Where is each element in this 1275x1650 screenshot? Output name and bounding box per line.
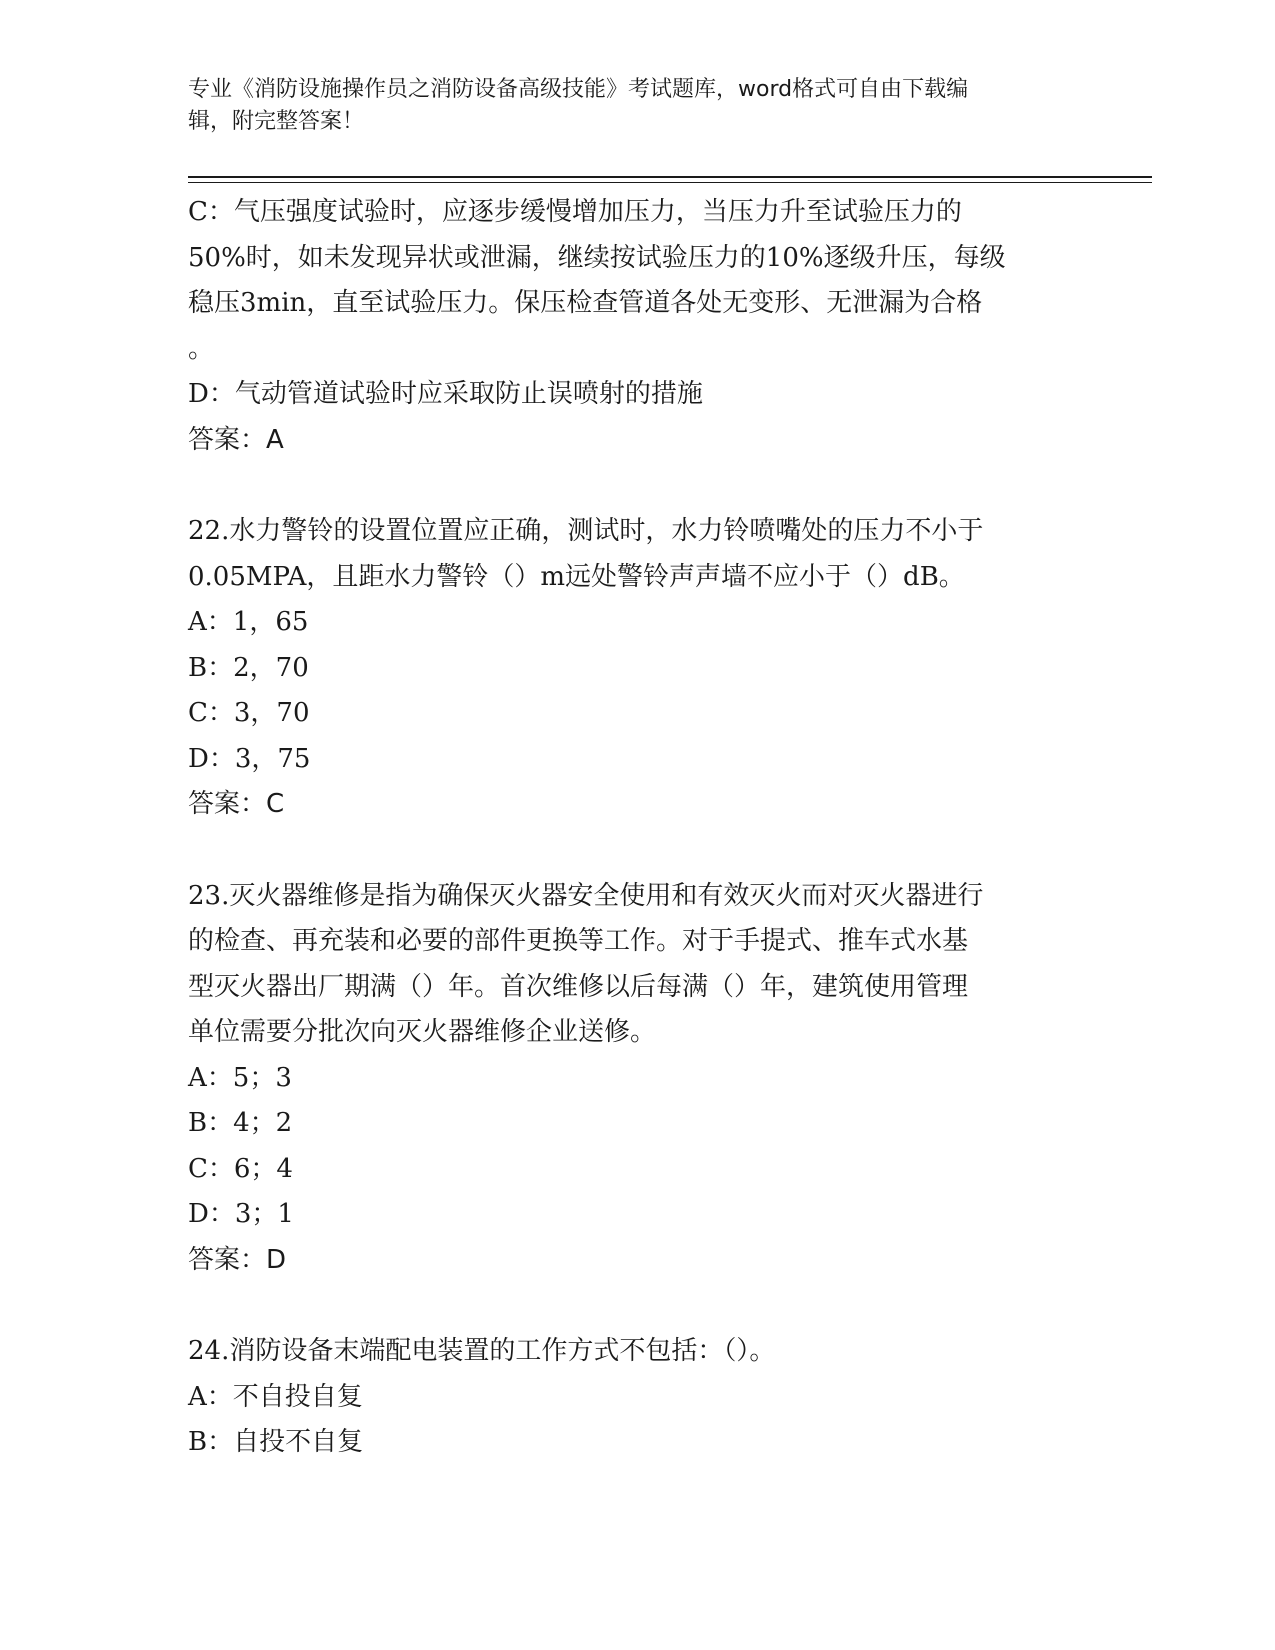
option-line: 50%时，如未发现异状或泄漏，继续按试验压力的10%逐级升压，每级 [188,242,1006,273]
option-line: C：6；4 [188,1153,293,1184]
header-line: 专业《消防设施操作员之消防设备高级技能》考试题库，word格式可自由下载编 [188,77,969,102]
option-line: B：自投不自复 [188,1427,364,1457]
option-line: D：3，75 [188,743,311,774]
option-line: B：4；2 [188,1108,293,1138]
block-spacer [188,1283,1088,1329]
option-line: A：不自投自复 [188,1381,363,1412]
question-line: 单位需要分批次向灭火器维修企业送修。 [188,1017,657,1047]
option-line: A：1，65 [188,607,309,637]
header-rule-thick [188,176,1152,178]
question-block [188,509,1088,828]
question-line: 0.05MPA，且距水力警铃（）m远处警铃声声墙不应小于（）dB。 [188,561,965,592]
question-block [188,1329,1088,1466]
option-line: C：气压强度试验时，应逐步缓慢增加压力，当压力升至试验压力的 [188,197,962,227]
header-line: 辑，附完整答案！ [188,109,365,134]
question-line: 型灭火器出厂期满（）年。首次维修以后每满（）年，建筑使用管理 [188,971,969,1002]
question-list [188,190,1088,1466]
question-block [188,874,1088,1284]
header-rule-thin [188,182,1152,183]
option-line: A：5；3 [188,1062,292,1093]
question-block [188,190,1088,463]
page-header [188,74,1088,138]
question-line: 24.消防设备末端配电装置的工作方式不包括：（）。 [188,1336,776,1366]
option-line: 稳压3min，直至试验压力。保压检查管道各处无变形、无泄漏为合格 [188,288,983,318]
option-line: B：2，70 [188,652,309,683]
option-line: D：3；1 [188,1199,294,1229]
answer-line: 答案：D [188,1244,287,1275]
question-line: 23.灭火器维修是指为确保灭火器安全使用和有效灭火而对灭火器进行 [188,880,984,911]
option-line: 。 [188,333,215,364]
question-line: 的检查、再充装和必要的部件更换等工作。对于手提式、推车式水基 [188,926,969,956]
answer-line: 答案：A [188,424,284,455]
question-line: 22.水力警铃的设置位置应正确，测试时，水力铃喷嘴处的压力不小于 [188,516,984,546]
option-line: D：气动管道试验时应采取防止误喷射的措施 [188,379,703,409]
option-line: C：3，70 [188,698,310,728]
block-spacer [188,828,1088,874]
answer-line: 答案：C [188,789,285,819]
block-spacer [188,463,1088,509]
